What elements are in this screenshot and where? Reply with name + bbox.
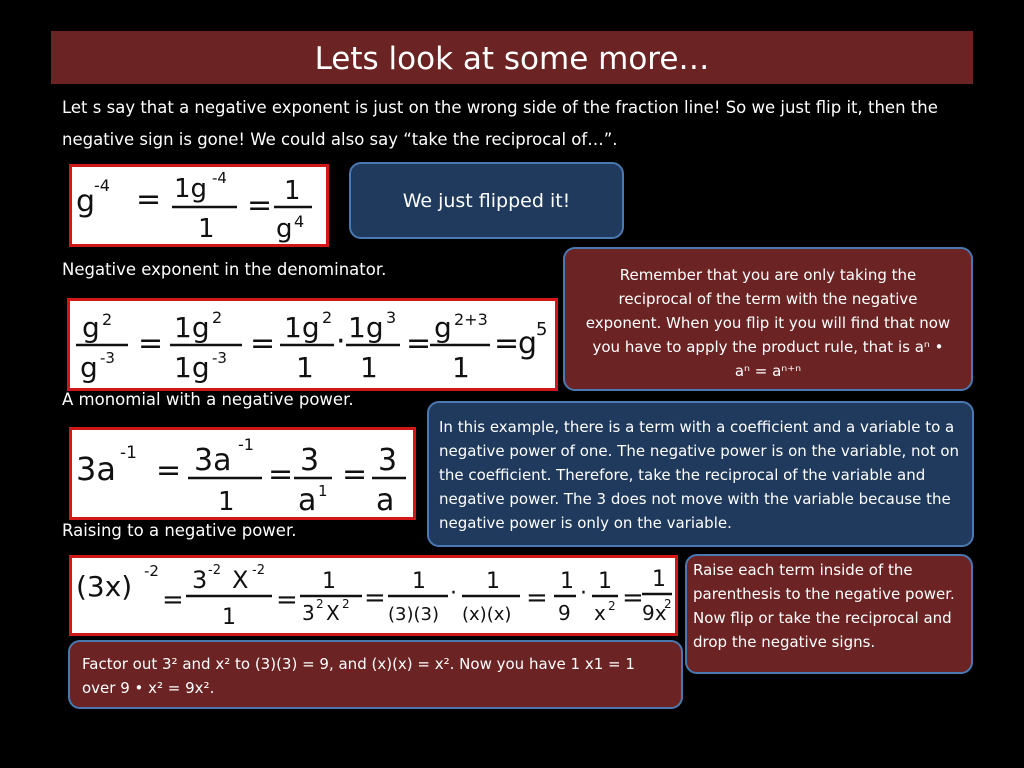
eq4-lhs-exp: -2 bbox=[144, 562, 159, 580]
eq4-a-top2: X bbox=[232, 566, 249, 594]
eq4-d1-bot: 9 bbox=[558, 601, 571, 625]
eq3-equals-3: = bbox=[342, 457, 368, 492]
eq2-c1-exp: 2 bbox=[322, 308, 333, 327]
equation-image-4 bbox=[69, 555, 678, 636]
equation-image-2 bbox=[67, 298, 558, 391]
eq4-e-top: 1 bbox=[652, 567, 666, 592]
callout-remember bbox=[563, 247, 973, 391]
eq4-a-top: 3 bbox=[192, 566, 208, 594]
eq2-c2-bot: 1 bbox=[360, 351, 378, 384]
callout-raise-text: Raise each term inside of the parenthesis to the negative power. Now flip or take the reciprocal and drop the negative signs. bbox=[693, 561, 955, 651]
eq2-b-bot-exp: -3 bbox=[212, 349, 227, 367]
eq2-a-bot: g bbox=[80, 351, 98, 384]
eq2-c1-top: 1g bbox=[284, 311, 320, 344]
eq4-a-bot: 1 bbox=[222, 605, 236, 630]
eq2-b-top-exp: 2 bbox=[212, 308, 223, 327]
eq1-lhs-exp: -4 bbox=[94, 176, 110, 195]
eq3-r2-bot: a bbox=[376, 483, 395, 517]
eq4-b-bot2-exp: 2 bbox=[342, 597, 350, 611]
callout-example-text: In this example, there is a term with a coefficient and a variable to a negative power of one. The negative power is on the variable, not on the coefficient. Therefore, take the reciprocal of the variable and negative power. The 3 does not move with the variable because the negative power is only on the variable. bbox=[439, 418, 959, 532]
eq2-equals-3: = bbox=[406, 326, 432, 361]
eq2-d-top: g bbox=[434, 311, 452, 344]
eq4-equals-1: = bbox=[162, 585, 184, 615]
eq4-d2-top: 1 bbox=[598, 569, 612, 594]
eq1-equals-2: = bbox=[247, 188, 273, 223]
eq3-mid-bot: 1 bbox=[218, 487, 235, 517]
eq4-e-exp: 2 bbox=[664, 597, 672, 611]
eq3-equals-2: = bbox=[268, 457, 294, 492]
eq3-r1-top: 3 bbox=[300, 443, 320, 478]
eq4-equals-5: = bbox=[622, 583, 644, 613]
slide-title: Lets look at some more… bbox=[314, 41, 710, 77]
eq4-a-top2-exp: -2 bbox=[252, 563, 265, 578]
eq4-equals-3: = bbox=[364, 583, 386, 613]
eq4-c1-top: 1 bbox=[412, 569, 426, 594]
label-denominator: Negative exponent in the denominator. bbox=[62, 260, 387, 279]
title-bar bbox=[51, 31, 973, 84]
eq4-c2-bot: (x)(x) bbox=[462, 604, 512, 625]
eq3-lhs: 3a bbox=[76, 450, 116, 488]
callout-flipped-text: We just flipped it! bbox=[402, 189, 571, 212]
eq2-equals-4: = bbox=[494, 326, 520, 361]
label-monomial: A monomial with a negative power. bbox=[62, 390, 354, 409]
eq2-c1-bot: 1 bbox=[296, 351, 314, 384]
eq2-a-top: g bbox=[82, 311, 100, 344]
eq2-b-top: 1g bbox=[174, 311, 210, 344]
eq2-c2-exp: 3 bbox=[386, 308, 397, 327]
intro-text: Let s say that a negative exponent is just on the wrong side of the fraction line! So we just flip it, then the negative sign is gone! We could also say “take the reciprocal of…”. bbox=[62, 98, 938, 149]
eq4-e-bot: 9x bbox=[642, 601, 667, 625]
eq1-rhs-top: 1 bbox=[284, 176, 301, 206]
eq2-e: g bbox=[518, 326, 538, 361]
eq2-equals-1: = bbox=[138, 326, 164, 361]
eq1-rhs-bot: g bbox=[276, 214, 293, 244]
callout-factor bbox=[68, 640, 683, 709]
eq4-equals-2: = bbox=[276, 585, 298, 615]
eq4-equals-4: = bbox=[526, 583, 548, 613]
eq2-equals-2: = bbox=[250, 326, 276, 361]
eq4-a-top-exp: -2 bbox=[208, 563, 221, 578]
eq2-dot: · bbox=[336, 324, 346, 359]
eq1-rhs-exp: 4 bbox=[294, 212, 305, 231]
eq4-d2-exp: 2 bbox=[608, 599, 616, 613]
eq2-d-bot: 1 bbox=[452, 351, 470, 384]
callout-example bbox=[427, 401, 974, 547]
eq1-mid-bot: 1 bbox=[198, 214, 215, 244]
eq1-mid-top: 1g bbox=[174, 174, 208, 204]
eq1-mid-exp: -4 bbox=[212, 169, 227, 187]
eq2-a-bot-exp: -3 bbox=[100, 349, 115, 367]
eq4-dot-1: · bbox=[450, 581, 457, 606]
eq4-d2-bot: x bbox=[594, 601, 606, 625]
eq2-d-exp: 2+3 bbox=[454, 310, 488, 329]
eq4-b-top: 1 bbox=[322, 569, 336, 594]
eq3-mid-top: 3a bbox=[194, 443, 232, 478]
eq3-r1-bot: a bbox=[298, 483, 317, 517]
equation-image-3 bbox=[69, 427, 416, 520]
callout-remember-text: Remember that you are only taking the reciprocal of the term with the negative exponent. When you flip it you will find that now you have to apply the product rule, that is aⁿ • aⁿ = aⁿ⁺ⁿ bbox=[585, 266, 951, 380]
eq3-r2-top: 3 bbox=[378, 443, 398, 478]
eq1-equals-1: = bbox=[136, 182, 162, 217]
eq2-b-bot: 1g bbox=[174, 351, 210, 384]
eq4-b-bot-exp: 2 bbox=[316, 597, 324, 611]
eq2-e-exp: 5 bbox=[536, 319, 548, 340]
eq3-mid-exp: -1 bbox=[238, 435, 254, 454]
eq2-c2-top: 1g bbox=[348, 311, 384, 344]
eq4-lhs: (3x) bbox=[76, 570, 133, 603]
equation-image-1 bbox=[69, 164, 329, 247]
eq4-c1-bot: (3)(3) bbox=[388, 604, 439, 625]
callout-raise bbox=[685, 554, 973, 674]
callout-factor-text: Factor out 3² and x² to (3)(3) = 9, and (x)(x) = x². Now you have 1 x1 = 1 over 9 • x² = 9x². bbox=[82, 655, 635, 697]
eq3-r1-exp: 1 bbox=[318, 482, 328, 500]
label-raising: Raising to a negative power. bbox=[62, 521, 297, 540]
callout-flipped bbox=[349, 162, 624, 239]
eq4-d1-top: 1 bbox=[560, 569, 574, 594]
eq3-lhs-exp: -1 bbox=[120, 443, 137, 463]
eq4-dot-2: · bbox=[580, 581, 587, 606]
eq3-equals-1: = bbox=[156, 453, 182, 488]
eq2-a-top-exp: 2 bbox=[102, 310, 113, 329]
eq4-c2-top: 1 bbox=[486, 569, 500, 594]
eq1-lhs: g bbox=[76, 184, 96, 219]
eq4-b-bot2: X bbox=[326, 601, 340, 625]
eq4-b-bot: 3 bbox=[302, 601, 315, 625]
